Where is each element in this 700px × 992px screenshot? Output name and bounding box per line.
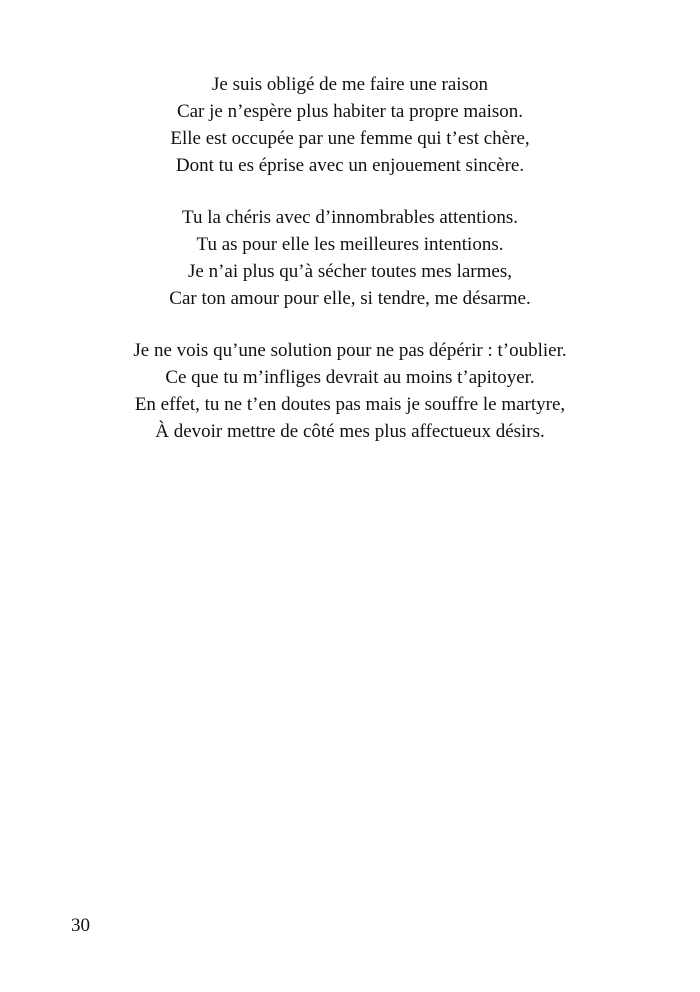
verse-line: Tu as pour elle les meilleures intentions. xyxy=(196,234,504,255)
poem xyxy=(0,71,700,470)
verse-line: En effet, tu ne t’en doutes pas mais je souffre le martyre, xyxy=(134,394,566,415)
verse-line: Tu la chéris avec d’innombrables attentions. xyxy=(182,207,518,228)
verse-line: À devoir mettre de côté mes plus affectueux désirs. xyxy=(155,421,545,442)
stanza-3 xyxy=(0,337,700,445)
verse-line: Ce que tu m’infliges devrait au moins t’apitoyer. xyxy=(165,367,535,388)
stanza-2 xyxy=(0,204,700,312)
verse-line: Dont tu es éprise avec un enjouement sincère. xyxy=(175,155,525,176)
stanza-1 xyxy=(0,71,700,179)
verse-line: Car je n’espère plus habiter ta propre maison. xyxy=(176,101,524,122)
page-number: 30 xyxy=(71,915,90,936)
verse-line: Je suis obligé de me faire une raison xyxy=(212,74,488,95)
verse-line: Je ne vois qu’une solution pour ne pas dépérir : t’oublier. xyxy=(133,340,567,361)
verse-line: Car ton amour pour elle, si tendre, me désarme. xyxy=(169,288,531,309)
verse-line: Elle est occupée par une femme qui t’est chère, xyxy=(170,128,530,149)
verse-line: Je n’ai plus qu’à sécher toutes mes larmes, xyxy=(188,261,512,282)
